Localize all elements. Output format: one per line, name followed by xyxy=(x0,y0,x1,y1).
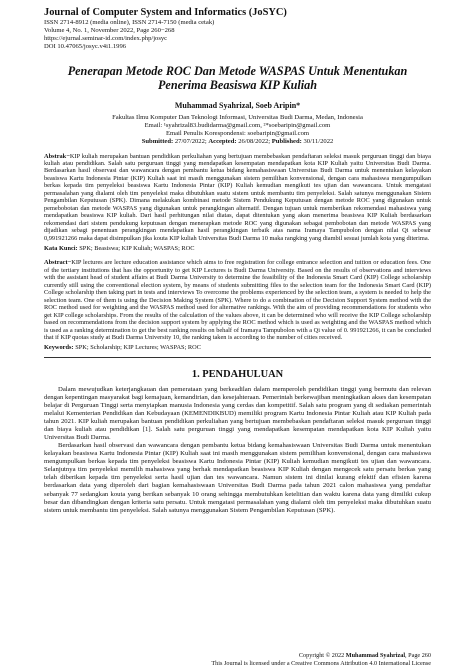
abstrak-paragraph xyxy=(44,153,431,242)
journal-volume: Volume 4, No. 1, November 2022, Page 260−268 xyxy=(44,27,175,35)
kata-kunci-text: SPK; Beasiswa; KIP Kuliah; WASPAS; ROC xyxy=(79,245,195,252)
journal-issn: ISSN 2714-8912 (media online), ISSN 2714-7150 (media cetak) xyxy=(44,19,215,26)
abstract-paragraph xyxy=(44,259,431,341)
journal-name: Journal of Computer System and Informatics (JoSYC) xyxy=(44,7,287,18)
section-divider xyxy=(44,357,431,358)
correspondence-email: Email Penulis Korespondensi: soebaripin@gmail.com xyxy=(165,129,310,137)
abstract-text: KIP lectures are lecture education assistance which aims to free registration for college entrance selection and tuition or education fees. One of the tertiary institutions that has the opportunity to get KIP Lectures is Budi Darma University. Based on the results of observations and interviews with the assistant head of student affairs at Budi Darma University to determine the feasibility of the Indonesia Smart Card (KIP) College scholarship currently still using the conventional election system, by means of students submitting files to the selection team for the Indonesia Smart Card (KIP) College scholarship then taking part in tests and interviews To overcome the problems experienced by the selection team, a system is needed to help the selection team. One of them is using the Decision Making System (SPK). Where to do a combination of the Decision Support System method with the ROC method used for weighting and the WASPAS method used for alternative rankings. With the aim of providing recommendations for students who get KIP college scholarships. From the results of the calculation of the values above, it can be determined who will receive the KIP College scholarship based on recommendations from the decision support system by applying the ROC method which is used as weighting and the WASPAS method which is used as a ranking determination to get the best ranking results on behalf of Iramaya Tampubolon with a Qi value of 0. 991921266, it can be concluded that if KIP quotas study at Budi Darma University 10, the ranking taken is according to the number of cities received. xyxy=(44,259,431,341)
keywords-line xyxy=(44,344,431,351)
affiliation-block xyxy=(44,114,431,145)
paper-title xyxy=(44,64,431,92)
abstrak-label: Abstrak− xyxy=(44,152,70,160)
journal-header xyxy=(44,7,431,51)
footer-copyright xyxy=(44,652,431,659)
section-body xyxy=(44,386,431,515)
footer-license[interactable]: This Journal is licensed under a Creative Commons Attribution 4.0 International License xyxy=(211,659,431,667)
published-date: 30/11/2022 xyxy=(303,137,334,145)
submitted-label: Submitted: xyxy=(141,137,174,145)
abstrak-text: KIP kuliah merupakan bantuan pendidikan perkuliahan yang bertujuan membebaskan pendaftaran seleksi masuk perguruan tinggi dan biaya kuliah atau pendidikan. Salah satu perguruan tinggi yang mendapatkan kesempatan mendapatkan kota KIP Kuliah yaitu Universitas Budi Darma. Berdasarkan hasil observasi dan wawancara dengan pembantu ketua bidang kemahasiswaan Universitas Budi Darma untuk menentukan kelayakan beasiswa Kartu Indonesia Pintar (KIP) Kuliah saat ini masih menggunakan sistem pemilihan konvensional, dengan cara mahasiswa mengumpulkan berkas kepada tim penyeleksi beasiswa Kartu Indonesia Pintar (KIP) Kuliah kemudian mengikuti tes ujian dan wawancara. Untuk mengatasi permasalahan yang dialami oleh tim penyeleksi maka dibutuhkan suatu sistem untuk membantu tim penyeleksi. Salah satunya menggunakan Sistem Pengambilan Keputusan (SPK). Dimana melakukan kombinasi metode Sistem Pendukung Keputusan dengan metode ROC yang digunakan untuk pemebobotan dan metode WASPAS yang digunakan untuk perangkingan alternatif. Dengan tujuan untuk memberikan rekomendasi mahasiswa yang mendapatkan beasiswa KIP kuliah. Dari hasil perhitungan nilai diatas, dapat ditentukan yang akan menerima beasiswa KIP Kuliah berdasarkan rekomendasi dari sistem pendukung keputusan dengan menerapkan metode ROC yang digunakan sebagai pembobotan dan metode WASPAS yang dijadikan sebagi penentuan perangkingan mendapatkan hasil perangkingan terbaik atas nama Iramaya Tampubolon dengan nilai Qi sebesar 0,991921266 maka dapat disimpulkan jika kouta KIP kuliah Universitas Budi Darma 10 maka rangking yang diambil sesuai jumlah kota yang diterima. xyxy=(44,152,431,242)
body-paragraph: Dalam mewujudkan keterjangkauan dan pemerataan yang berkeadilan dalam memperoleh pendidikan tinggi yang bermutu dan relevan dengan kepentingan masyarakat bagi kemajuan, kemandirian, dan kesejahteraan. Pemerintah berkewajiban meningkatkan akses dan kesempatan belajar di Perguruan Tinggi serta menyiapkan manusia Indonesia yang cerdas dan kompetitif. Salah satu program yang di sediakan pemerintah melalui Kementerian Pendidikan dan Kebudayaan (KEMENDIKBUD) memiliki program Kartu Indonesia Pintar Kuliah atau KIP Kuliah pada tahun 2021. KIP kuliah merupakan bantuan pendidikan perkuliahan yang bertujuan membebaskan pendaftaran seleksi masuk perguruan tinggi dan biaya kuliah atau pendidikan [1]. Salah satu perguruan tinggi yang mendapatkan kesempatan mendapatkan kota KIP Kuliah yaitu Universitas Budi Darma. xyxy=(44,385,431,442)
section-heading: 1. PENDAHULUAN xyxy=(191,368,284,380)
published-label: Published: xyxy=(271,137,302,145)
keywords-label: Keywords: xyxy=(44,344,74,352)
kata-kunci-line xyxy=(44,245,431,252)
submission-dates: Submitted: 27/07/2022; Accepted: 26/08/2022; Published: 30/11/2022 xyxy=(141,137,334,145)
kata-kunci-label: Kata Kunci: xyxy=(44,245,78,252)
affiliation: Fakultas Ilmu Komputer Dan Teknologi Informasi, Universitas Budi Darma, Medan, Indonesia xyxy=(112,114,363,122)
copyright-page: , Page 260 xyxy=(405,652,431,660)
accepted-label: Accepted: xyxy=(208,137,237,145)
body-paragraph: Berdasarkan hasil observasi dan wawancara dengan pembantu ketua bidang kemahasiswaan Universitas Budi Darma untuk menentukan kelayakan beasiswa Kartu Indonesia Pintar (KIP) Kuliah saat ini masih menggunakan sistem pemilihan konvensional, dengan cara mahasiswa mengumpulkan berkas kepada tim penyeleksi beasiswa Kartu Indonesia Pintar (KIP) Kuliah kemudian mengikuti tes ujian dan wawancara. Selanjutnya tim penyeleksi memilih mahasiswa yang berhak mendapatkan beasiswa KIP Kuliah dengan mengecek satu persatu berkas yang telah diberikan kepada tim penyeleksi serta hasil ujian dan tes wawancara. Namun sistem ini dinilai kurang efektif dan efisien karena berdasarkan data yang diperoleh dari bagian kemahasiswaan Universitas Budi Darma pada tahun 2021 calon mahasiswa yang pendaftar sebanyak 77 sedangkan kouta yang berikan sebanyak 10 orang sehingga membutuhkan ketelitian dan waktu karena data yang dimiliki cukup besar dan dibandingkan dengan kriteria satu persatu. Untuk mengatasi permasalahan yang dialami oleh tim penyeleksi maka dibutuhkan suatu sistem untuk membantu tim penyeleksi. Salah satunya menggunakan Sistem Pengambilan Keputusan (SPK). xyxy=(44,442,431,514)
journal-url[interactable]: https://ejurnal.seminar-id.com/index.php/josyc xyxy=(44,35,168,43)
page-footer xyxy=(44,652,431,667)
paper-title-line1: Penerapan Metode ROC Dan Metode WASPAS Untuk Menentukan xyxy=(67,64,408,79)
author-emails: Email: ¹syahrizal83.budidarma@gmail.com, ²*soebaripin@gmail.com xyxy=(144,122,331,130)
paper-authors: Muhammad Syahrizal, Soeb Aripin* xyxy=(174,101,301,111)
paper-title-line2: Penerima Beasiswa KIP Kuliah xyxy=(157,78,318,93)
copyright-prefix: Copyright © 2022 xyxy=(298,652,345,660)
copyright-author: Muhammad Syahrizal xyxy=(345,652,406,660)
accepted-date: 26/08/2022 xyxy=(238,137,269,145)
keywords-text: SPK; Scholarship; KIP Lectures; WASPAS; ROC xyxy=(75,344,201,352)
abstract-label: Abstract− xyxy=(44,259,72,267)
journal-doi[interactable]: DOI 10.47065/josyc.v4i1.1996 xyxy=(44,43,127,51)
submitted-date: 27/07/2022 xyxy=(174,137,205,145)
